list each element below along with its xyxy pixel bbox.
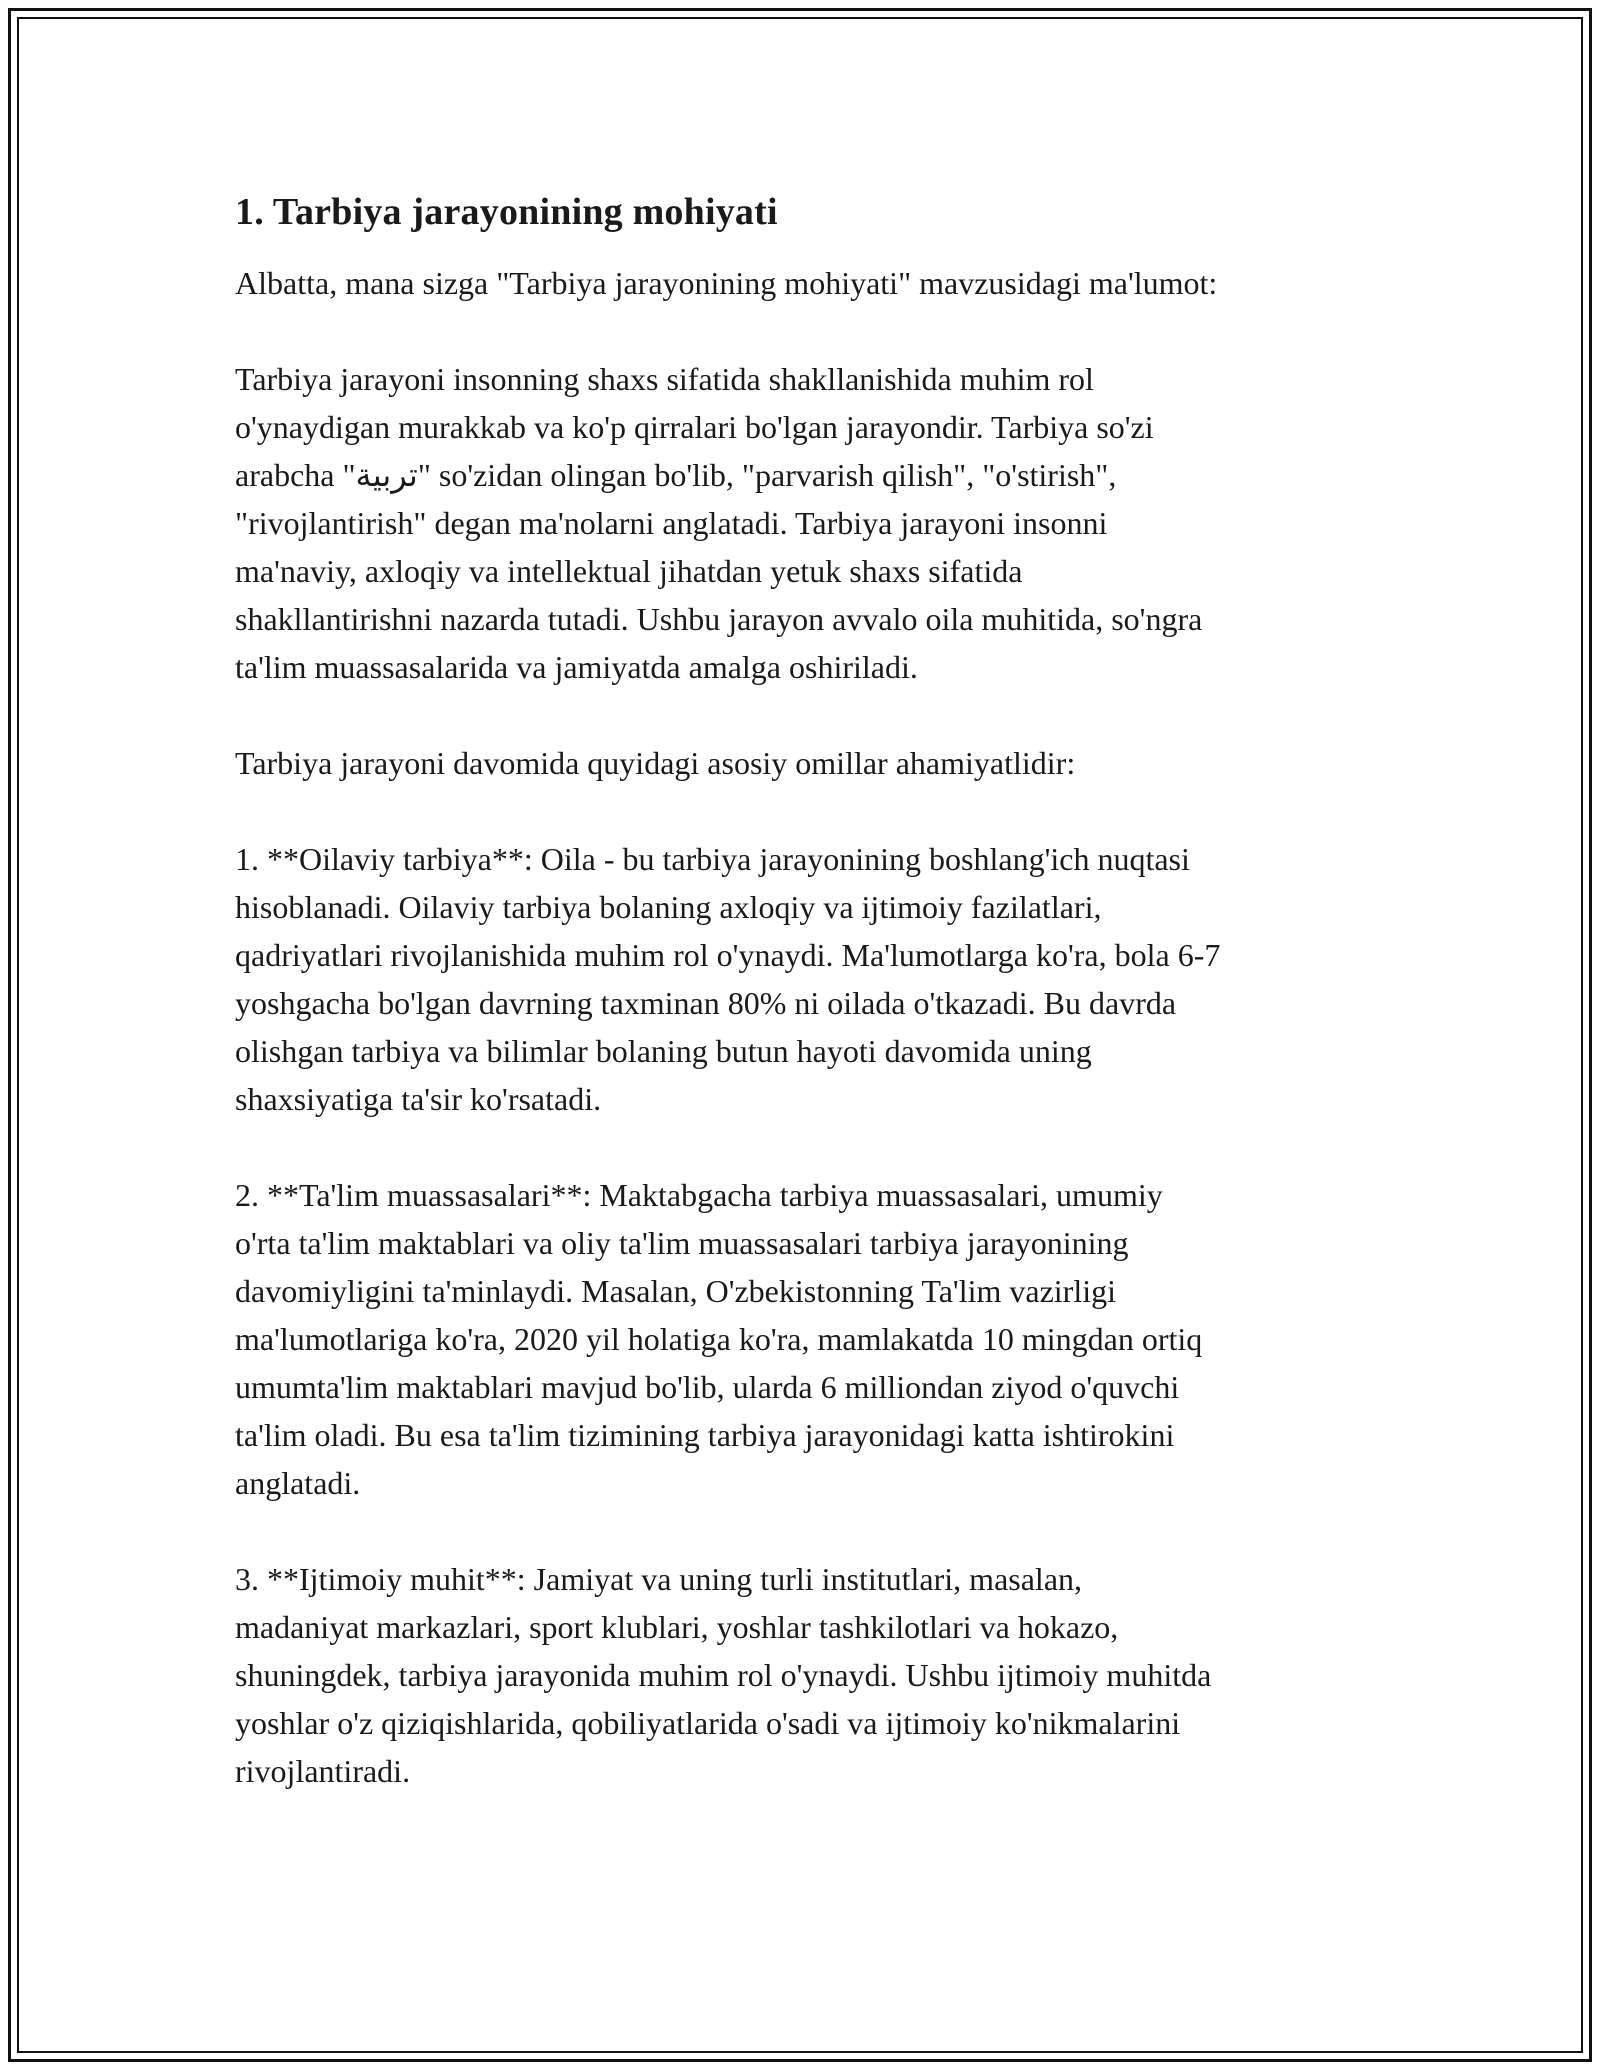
definition-paragraph: Tarbiya jarayoni insonning shaxs sifatida shakllanishida muhim rol o'ynaydigan murakkab va ko'p qirralari bo'lgan jarayondir. Tarbiya so'zi arabcha "تربية" so'zidan olingan bo'lib, "parvarish qilish", "o'stirish", "rivojlantirish" degan ma'nolarni anglatadi. Tarbiya jarayoni insonni ma'naviy, axloqiy va intellektual jihatdan yetuk shaxs sifatida shakllantirishni nazarda tutadi. Ushbu jarayon avvalo oila muhitida, so'ngra ta'lim muassasalarida va jamiyatda amalga oshiriladi.	[235, 361, 1203, 686]
factor-social-paragraph: 3. **Ijtimoiy muhit**: Jamiyat va uning turli institutlari, masalan, madaniyat markazlari, sport klublari, yoshlar tashkilotlari va hokazo, shuningdek, tarbiya jarayonida muhim rol o'ynaydi. Ushbu ijtimoiy muhitda yoshlar o'z qiziqishlarida, qobiliyatlarida o'sadi va ijtimoiy ko'nikmalarini rivojlantiradi.	[235, 1561, 1212, 1790]
factors-intro-paragraph: Tarbiya jarayoni davomida quyidagi asosiy omillar ahamiyatlidir:	[235, 745, 1076, 782]
document-body	[235, 188, 1385, 1843]
section-title: 1. Tarbiya jarayonining mohiyati	[235, 191, 778, 233]
intro-paragraph: Albatta, mana sizga "Tarbiya jarayonining mohiyati" mavzusidagi ma'lumot:	[235, 265, 1218, 302]
factor-education-paragraph: 2. **Ta'lim muassasalari**: Maktabgacha tarbiya muassasalari, umumiy o'rta ta'lim maktablari va oliy ta'lim muassasalari tarbiya jarayonining davomiyligini ta'minlaydi. Masalan, O'zbekistonning Ta'lim vazirligi ma'lumotlariga ko'ra, 2020 yil holatiga ko'ra, mamlakatda 10 mingdan ortiq umumta'lim maktablari mavjud bo'lib, ularda 6 milliondan ziyod o'quvchi ta'lim oladi. Bu esa ta'lim tizimining tarbiya jarayonidagi katta ishtirokini anglatadi.	[235, 1177, 1203, 1502]
factor-family-paragraph: 1. **Oilaviy tarbiya**: Oila - bu tarbiya jarayonining boshlang'ich nuqtasi hisoblanadi. Oilaviy tarbiya bolaning axloqiy va ijtimoiy fazilatlari, qadriyatlari rivojlanishida muhim rol o'ynaydi. Ma'lumotlarga ko'ra, bola 6-7 yoshgacha bo'lgan davrning taxminan 80% ni oilada o'tkazadi. Bu davrda olishgan tarbiya va bilimlar bolaning butun hayoti davomida uning shaxsiyatiga ta'sir ko'rsatadi.	[235, 841, 1221, 1118]
